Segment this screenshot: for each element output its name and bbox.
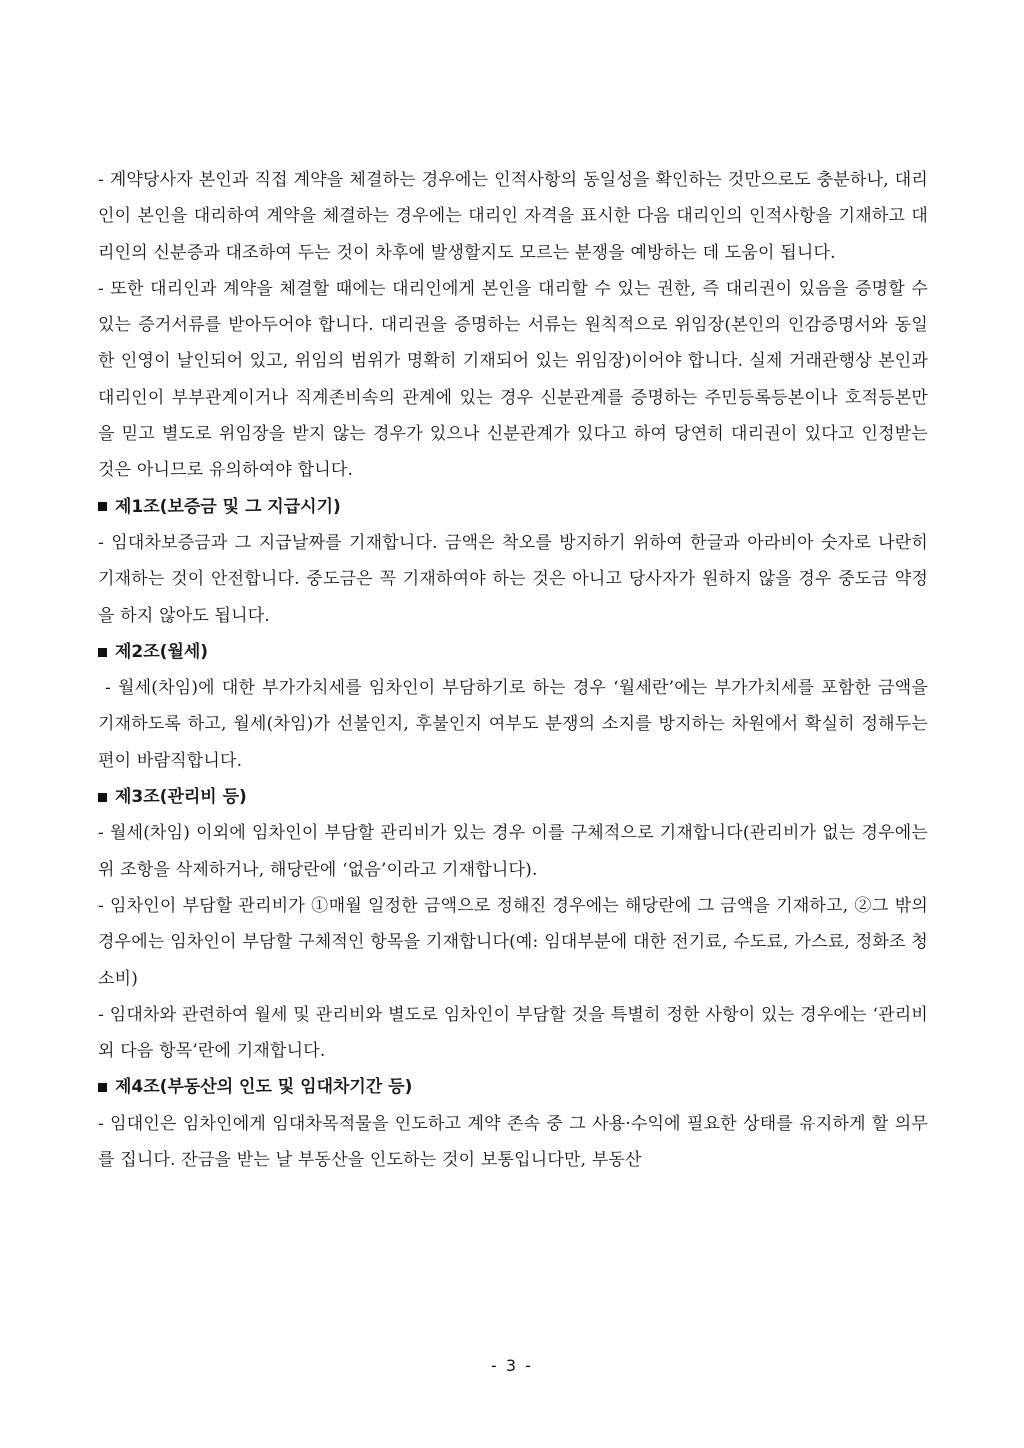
document-body (98, 162, 934, 1178)
section-heading (98, 489, 928, 525)
section-paragraph: - 임대차보증금과 그 지급날짜를 기재합니다. 금액은 착오를 방지하기 위하여 한글과 아라비아 숫자로 나란히 기재하는 것이 안전합니다. 중도금은 꼭 기재하여야 하는 것은 아니고 당사자가 원하지 않을 경우 중도금 약정을 하지 않아도 됩니다. (98, 532, 928, 626)
section-heading (98, 779, 928, 815)
section-paragraph: - 임대차와 관련하여 월세 및 관리비와 별도로 임차인이 부담할 것을 특별히 정한 사항이 있는 경우에는 ‘관리비 외 다음 항목’란에 기재합니다. (98, 1004, 928, 1062)
intro-paragraph-2: - 또한 대리인과 계약을 체결할 때에는 대리인에게 본인을 대리할 수 있는 권한, 즉 대리권이 있음을 증명할 수 있는 증거서류를 받아두어야 합니다. 대리권을 증명하는 서류는 원칙적으로 위임장(본인의 인감증명서와 동일한 인영이 날인되어 있고, 위임의 범위가 명확히 기재되어 있는 위임장)이어야 합니다. 실제 거래관행상 본인과 대리인이 부부관계이거나 직계존비속의 관계에 있는 경우 신분관계를 증명하는 주민등록등본이나 호적등본만을 믿고 별도로 위임장을 받지 않는 경우가 있으나 신분관계가 있다고 하여 당연히 대리권이 있다고 인정받는 것은 아니므로 유의하여야 합니다. (98, 278, 928, 481)
section-article-3 (98, 779, 928, 1069)
section-heading (98, 1069, 928, 1105)
section-heading-text: 제3조(관리비 등) (115, 787, 247, 808)
section-paragraph: - 임차인이 부담할 관리비가 ①매월 일정한 금액으로 정해진 경우에는 해당란에 그 금액을 기재하고, ②그 밖의 경우에는 임차인이 부담할 구체적인 항목을 기재합니다(예: 임대부분에 대한 전기료, 수도료, 가스료, 정화조 청소비) (98, 895, 928, 989)
intro-paragraph-1: - 계약당사자 본인과 직접 계약을 체결하는 경우에는 인적사항의 동일성을 확인하는 것만으로도 충분하나, 대리인이 본인을 대리하여 계약을 체결하는 경우에는 대리인 자격을 표시한 다음 대리인의 인적사항을 기재하고 대리인의 신분증과 대조하여 두는 것이 차후에 발생할지도 모르는 분쟁을 예방하는 데 도움이 됩니다. (98, 170, 928, 263)
section-article-1 (98, 489, 928, 634)
section-heading (98, 634, 928, 670)
section-heading-text: 제4조(부동산의 인도 및 임대차기간 등) (115, 1077, 413, 1098)
section-article-4 (98, 1069, 928, 1178)
square-bullet-icon (98, 793, 107, 802)
section-paragraph: - 월세(차임)에 대한 부가가치세를 임차인이 부담하기로 하는 경우 ‘월세란’에는 부가가치세를 포함한 금액을 기재하도록 하고, 월세(차임)가 선불인지, 후불인지 여부도 분쟁의 소지를 방지하는 차원에서 확실히 정해두는 편이 바람직합니다. (98, 678, 934, 771)
square-bullet-icon (98, 502, 107, 511)
section-heading-text: 제2조(월세) (115, 641, 209, 662)
section-article-2 (98, 634, 934, 779)
square-bullet-icon (98, 1083, 107, 1092)
square-bullet-icon (98, 648, 107, 657)
section-paragraph: - 임대인은 임차인에게 임대차목적물을 인도하고 계약 존속 중 그 사용·수익에 필요한 상태를 유지하게 할 의무를 집니다. 잔금을 받는 날 부동산을 인도하는 것이 보통입니다만, 부동산 (98, 1113, 928, 1171)
section-heading-text: 제1조(보증금 및 그 지급시기) (115, 496, 341, 517)
section-paragraph: - 월세(차임) 이외에 임차인이 부담할 관리비가 있는 경우 이를 구체적으로 기재합니다(관리비가 없는 경우에는 위 조항을 삭제하거나, 해당란에 ‘없음’이라고 기재합니다). (98, 823, 928, 880)
page-number: - 3 - (491, 1356, 533, 1375)
